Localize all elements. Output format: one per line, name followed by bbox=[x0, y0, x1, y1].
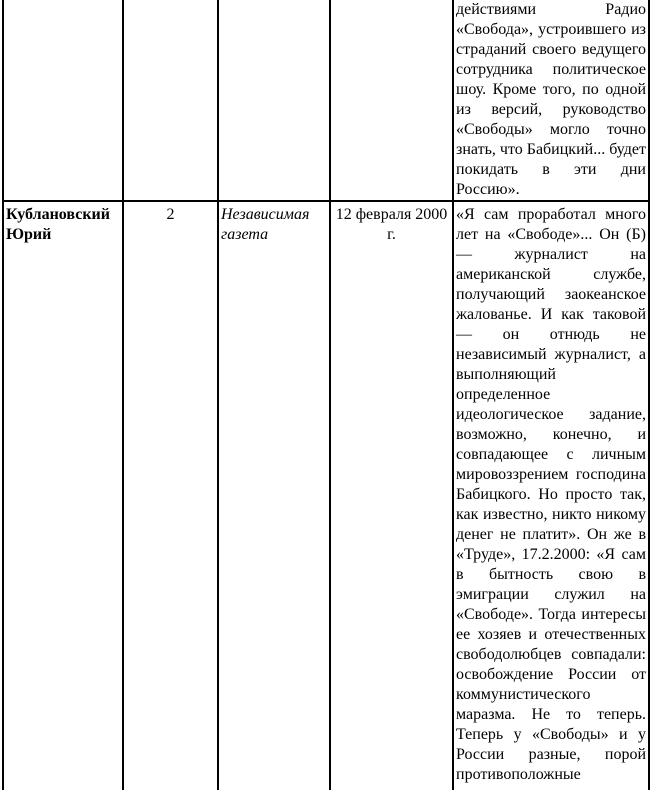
cell-quote: действиями Радио «Свобода», устроившего из страданий своего ведущего сотрудника политическое шоу. Кроме того, по одной из версий, руководство «Свободы» могло точно знать, что Бабицкий... будет покидать в эти дни Россию». bbox=[453, 0, 649, 201]
cell-date bbox=[330, 0, 453, 201]
cell-count bbox=[123, 0, 218, 201]
cell-quote: «Я сам проработал много лет на «Свободе»... Он (Б) — журналист на американской службе, получающий заокеанское жалованье. И как таковой — он отнюдь не независимый журналист, а выполняющий определенное идеологическое задание, возможно, конечно, и совпадающее с личным мировоззрением господина Бабицкого. Но просто так, как известно, никто никому денег не платит». Он же в «Труде», 17.2.2000: «Я сам в бытность свою в эмиграции служил на «Свободе». Тогда интересы ее хозяев и отечественных свободолюбцев совпадали: освобождение России от коммунистического маразма. Не то теперь. Теперь у «Свободы» и у России разные, порой противоположные bbox=[453, 201, 649, 790]
cell-date: 12 февраля 2000 г. bbox=[330, 201, 453, 790]
cell-source bbox=[218, 0, 330, 201]
cell-source: Независимая газета bbox=[218, 201, 330, 790]
cell-person-name: Кублановский Юрий bbox=[3, 201, 123, 790]
table-row bbox=[3, 201, 649, 790]
cell-count: 2 bbox=[123, 201, 218, 790]
quotes-table bbox=[2, 0, 650, 790]
table-row-continuation bbox=[3, 0, 649, 201]
cell-person-name bbox=[3, 0, 123, 201]
